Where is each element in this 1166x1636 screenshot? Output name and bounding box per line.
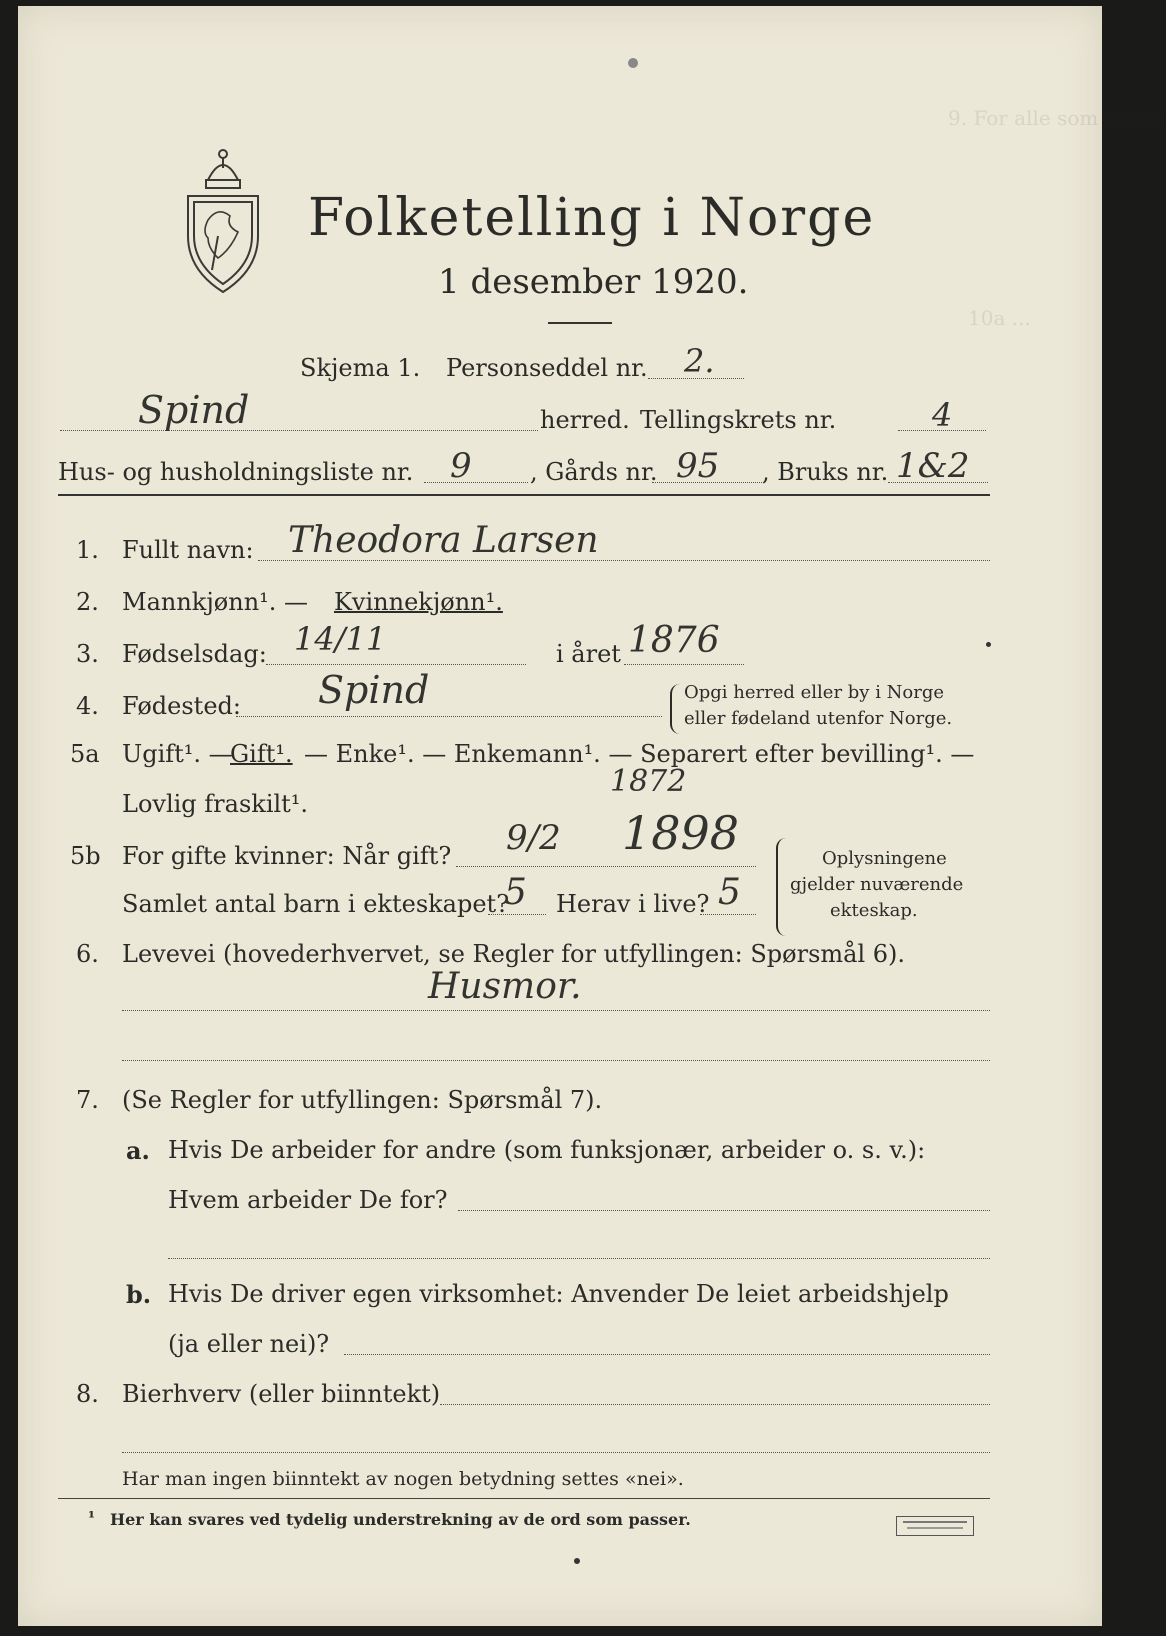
paper-speck [628,58,638,68]
side-income-note: Har man ingen biinntekt av nogen betydning settes «nei». [122,1468,684,1490]
full-name-value: Theodora Larsen [288,520,599,561]
q7a-sub: Hvem arbeider De for? [168,1186,448,1214]
alive-value: 5 [718,872,741,913]
schema-label: Skjema 1. [300,354,421,382]
personseddel-value: 2. [684,342,715,380]
bruks-label: , Bruks nr. [762,458,889,486]
marital-other-options: — Enke¹. — Enkemann¹. — Separert efter bevilling¹. — [304,740,975,768]
title-divider [548,322,612,324]
paper-speck [986,642,991,647]
occupation-line-2 [122,1060,990,1061]
gards-label: , Gårds nr. [530,458,658,486]
birthplace-line [236,716,662,717]
paper-speck [574,1558,580,1564]
q1-label: Fullt navn: [122,536,254,564]
q3-label: Fødselsdag: [122,640,267,668]
gards-value: 95 [676,446,720,486]
q5a-number: 5a [70,740,100,768]
birthyear-line [624,664,744,665]
q7b-text: Hvis De driver egen virksomhet: Anvender De leiet arbeidshjelp [168,1280,949,1308]
marital-year-note: 1872 [610,764,687,799]
q7b-sub: (ja eller nei)? [168,1330,330,1358]
footnote-mark: ¹ [88,1508,96,1527]
occupation-value: Husmor. [428,966,582,1007]
children-value: 5 [504,872,527,913]
q6-number: 6. [76,940,99,968]
header-rule [58,494,990,496]
husliste-value: 9 [450,446,472,486]
herred-label: herred. [540,406,630,434]
q7a-text: Hvis De arbeider for andre (som funksjonær, arbeider o. s. v.): [168,1136,926,1164]
side-income-line-2 [122,1452,990,1453]
marriage-note-2: gjelder nuværende [790,874,964,895]
page-title: Folketelling i Norge [308,188,876,248]
q3-number: 3. [76,640,99,668]
marriage-note-brace [776,838,786,936]
side-income-line [440,1404,990,1405]
q5b-number: 5b [70,842,101,870]
birthyear-label: i året [556,640,621,668]
census-date: 1 desember 1920. [438,262,749,302]
q7b-letter: b. [126,1280,152,1309]
marital-ugift-option: Ugift¹. — [122,740,233,768]
bleed-through-text: 9. For alle som vanlig [948,106,1166,130]
employer-line [458,1210,990,1211]
birthplace-note-1: Opgi herred eller by i Norge [684,682,945,703]
q8-number: 8. [76,1380,99,1408]
birthplace-note-brace [670,684,680,734]
birthyear-value: 1876 [628,620,720,661]
footnote-rule [58,1498,990,1499]
q4-label: Fødested: [122,692,241,720]
personseddel-label: Personseddel nr. [446,354,648,382]
printer-stamp [896,1516,974,1536]
q2-number: 2. [76,588,99,616]
occupation-line-1 [122,1010,990,1011]
birthplace-note-2: eller fødeland utenfor Norge. [684,708,953,729]
alive-label: Herav i live? [556,890,710,918]
q8-label: Bierhverv (eller biinntekt) [122,1380,441,1408]
marital-gift-option: Gift¹. [230,740,293,768]
q6-label: Levevei (hovederhvervet, se Regler for utfyllingen: Spørsmål 6). [122,940,906,968]
bleed-through-text: 10a ... [968,306,1031,330]
children-line [488,914,546,915]
q7-label: (Se Regler for utfyllingen: Spørsmål 7). [122,1086,603,1114]
marriage-date-label: For gifte kvinner: Når gift? [122,842,452,870]
birthplace-value: Spind [318,668,430,712]
sex-male-option: Mannkjønn¹. — [122,588,309,616]
marriage-year-value: 1898 [622,806,740,860]
marital-fraskilt-option: Lovlig fraskilt¹. [122,790,309,818]
bruks-value: 1&2 [896,446,970,486]
tellingskrets-label: Tellingskrets nr. [640,406,837,434]
husliste-line [424,482,528,483]
sex-female-option: Kvinnekjønn¹. [334,588,503,616]
marriage-date-line [456,866,756,867]
hired-help-line [344,1354,990,1355]
alive-line [700,914,756,915]
herred-line [60,430,538,431]
coat-of-arms-logo [178,140,268,296]
birthdate-value: 14/11 [294,620,387,658]
husliste-label: Hus- og husholdningsliste nr. [58,458,414,486]
employer-line-2 [168,1258,990,1259]
census-form-page [18,6,1166,1626]
marriage-note-1: Oplysningene [822,848,947,869]
marriage-note-3: ekteskap. [830,900,918,921]
children-label: Samlet antal barn i ekteskapet? [122,890,510,918]
q1-number: 1. [76,536,99,564]
q7a-letter: a. [126,1136,150,1165]
q7-number: 7. [76,1086,99,1114]
herred-value: Spind [138,388,250,432]
footnote-text: Her kan svares ved tydelig understrekning av de ord som passer. [110,1510,691,1529]
marriage-date-value: 9/2 [506,818,561,858]
q4-number: 4. [76,692,99,720]
tellingskrets-value: 4 [932,396,953,434]
birthdate-line [266,664,526,665]
